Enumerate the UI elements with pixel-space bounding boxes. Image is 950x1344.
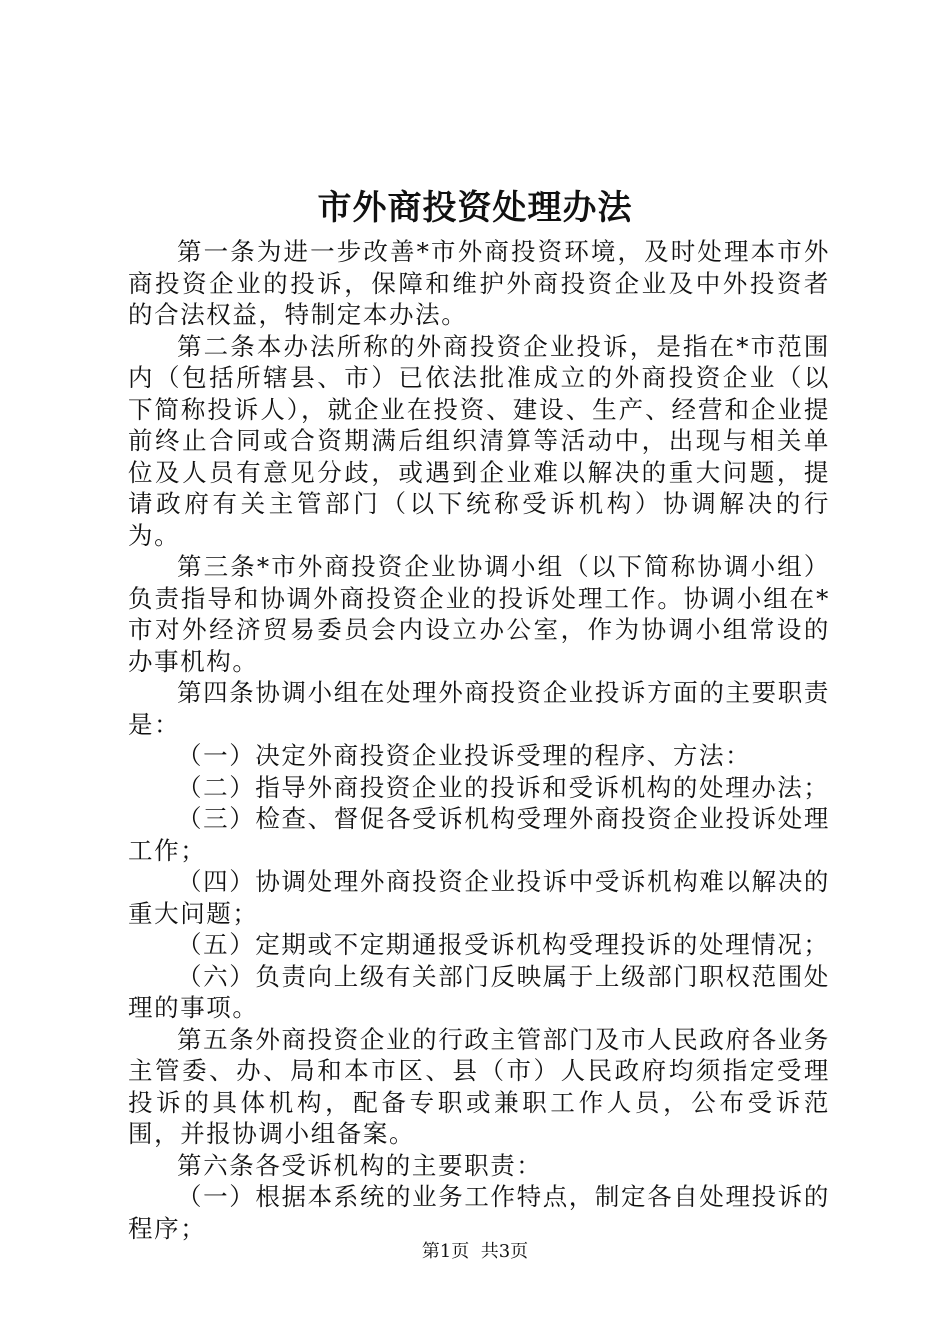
paragraph-article-1: 第一条为进一步改善*市外商投资环境，及时处理本市外商投资企业的投诉，保障和维护外商投资企业及中外投资者的合法权益，特制定本办法。 <box>128 237 830 329</box>
page-footer <box>0 1240 950 1264</box>
paragraph-article-4-item-5: （五）定期或不定期通报受诉机构受理投诉的处理情况； <box>177 930 830 959</box>
paragraph-article-4-item-3: （三）检查、督促各受诉机构受理外商投资企业投诉处理工作； <box>128 804 830 865</box>
paragraph-article-6: 第六条各受诉机构的主要职责： <box>177 1150 543 1180</box>
paragraph-article-6-item-1: （一）根据本系统的业务工作特点，制定各自处理投诉的程序； <box>128 1182 830 1243</box>
paragraph-article-4-item-2: （二）指导外商投资企业的投诉和受诉机构的处理办法； <box>177 772 830 802</box>
page-number-label: 第1页 共3页 <box>421 1241 529 1262</box>
paragraph-article-5: 第五条外商投资企业的行政主管部门及市人民政府各业务主管委、办、局和本市区、县（市）人民政府均须指定受理投诉的具体机构，配备专职或兼职工作人员，公布受诉范围，并报协调小组备案。 <box>128 1024 830 1148</box>
paragraph-article-2: 第二条本办法所称的外商投资企业投诉，是指在*市范围内（包括所辖县、市）已依法批准成立的外商投资企业（以下简称投诉人），就企业在投资、建设、生产、经营和企业提前终止合同或合资期满后组织清算等活动中，出现与相关单位及人员有意见分歧，或遇到企业难以解决的重大问题，提请政府有关主管部门（以下统称受诉机构）协调解决的行为。 <box>128 331 830 550</box>
document-title: 市外商投资处理办法 <box>317 188 633 228</box>
paragraph-article-4-item-1: （一）决定外商投资企业投诉受理的程序、方法： <box>177 741 752 770</box>
paragraph-article-4-item-4: （四）协调处理外商投资企业投诉中受诉机构难以解决的重大问题； <box>128 867 830 928</box>
paragraph-article-4: 第四条协调小组在处理外商投资企业投诉方面的主要职责是： <box>128 678 830 739</box>
document-body <box>128 236 830 1244</box>
paragraph-article-4-item-6: （六）负责向上级有关部门反映属于上级部门职权范围处理的事项。 <box>128 961 830 1022</box>
paragraph-article-3: 第三条*市外商投资企业协调小组（以下简称协调小组）负责指导和协调外商投资企业的投诉处理工作。协调小组在*市对外经济贸易委员会内设立办公室，作为协调小组常设的办事机构。 <box>128 552 830 676</box>
